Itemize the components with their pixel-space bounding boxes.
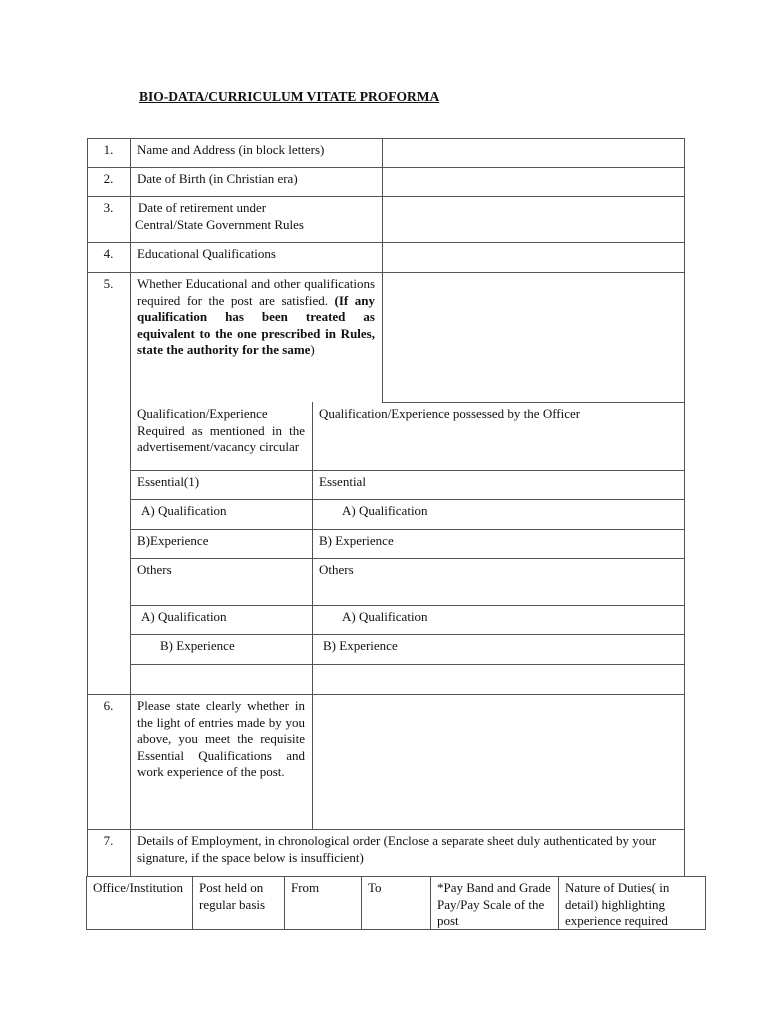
- required-others-experience-b: B) Experience: [160, 638, 235, 653]
- row-5-label-bold: qualification has been treated as equivalent to the one prescribed in Rules, state the authority for the same: [137, 309, 375, 357]
- row-4-number: 4.: [103, 246, 114, 261]
- meets-requirements-field[interactable]: [312, 694, 684, 829]
- row-1-number: 1.: [103, 142, 114, 157]
- possessed-essential-label: Essential: [319, 474, 366, 489]
- required-qualification-a: A) Qualification: [141, 503, 227, 518]
- possessed-others-label: Others: [319, 562, 354, 577]
- row-3-label-line-1: Date of retirement under: [138, 200, 267, 215]
- row-2-number: 2.: [103, 171, 114, 186]
- employment-header-pay: *Pay Band and Grade Pay/Pay Scale of the post: [437, 880, 551, 928]
- row-5-label-close: ): [310, 342, 315, 357]
- retirement-date-field[interactable]: [382, 196, 684, 242]
- employment-header-office: Office/Institution: [93, 880, 184, 895]
- employment-header-to: To: [368, 880, 382, 895]
- employment-header-from: From: [291, 880, 320, 895]
- possessed-qualification-header: Qualification/Experience possessed by the Officer: [319, 406, 581, 421]
- row-4-label: Educational Qualifications: [137, 246, 276, 261]
- row-2-label: Date of Birth (in Christian era): [137, 171, 298, 186]
- row-5-number: 5.: [103, 276, 114, 291]
- row-5-label-bold-open: (If any: [334, 292, 376, 308]
- row-3-number: 3.: [103, 200, 114, 215]
- employment-header-post: Post held on regular basis: [199, 880, 266, 912]
- required-others-qualification-a: A) Qualification: [141, 609, 227, 624]
- row-5-label-text: Whether Educational and other qualifications required for the post are satisfied.: [137, 276, 375, 308]
- name-address-field[interactable]: [382, 138, 684, 167]
- possessed-others-qualification-a[interactable]: A) Qualification: [342, 609, 428, 624]
- page-title: BIO-DATA/CURRICULUM VITATE PROFORMA: [139, 89, 440, 104]
- row-7-label: Details of Employment, in chronological order (Enclose a separate sheet duly authenticated by your signature, if the space below is insufficient): [137, 833, 657, 865]
- required-blank-cell: [130, 664, 312, 694]
- row-3-label-line-2: Central/State Government Rules: [135, 216, 304, 232]
- row-6-label: Please state clearly whether in the light of entries made by you above, you meet the requisite Essential Qualifications and work experience of the post.: [137, 698, 305, 779]
- date-of-birth-field[interactable]: [382, 167, 684, 196]
- row-7-number: 7.: [103, 833, 114, 848]
- qualifications-satisfied-field[interactable]: [382, 272, 684, 402]
- required-qualification-header: Qualification/Experience Required as mentioned in the advertisement/vacancy circular: [137, 406, 305, 454]
- row-3-label: [130, 196, 382, 242]
- employment-header-duties: Nature of Duties( in detail) highlighting experience required: [565, 880, 670, 928]
- row-6-number: 6.: [103, 698, 114, 713]
- row-5-label: [130, 272, 382, 402]
- possessed-blank-cell[interactable]: [312, 664, 684, 694]
- educational-qualifications-field[interactable]: [382, 242, 684, 272]
- required-experience-b: B)Experience: [137, 533, 209, 548]
- possessed-others-experience-b[interactable]: B) Experience: [323, 638, 398, 653]
- row-1-label: Name and Address (in block letters): [137, 142, 325, 157]
- possessed-experience-b[interactable]: B) Experience: [319, 533, 394, 548]
- possessed-qualification-a[interactable]: A) Qualification: [342, 503, 428, 518]
- required-essential-label: Essential(1): [137, 474, 200, 489]
- required-others-label: Others: [137, 562, 172, 577]
